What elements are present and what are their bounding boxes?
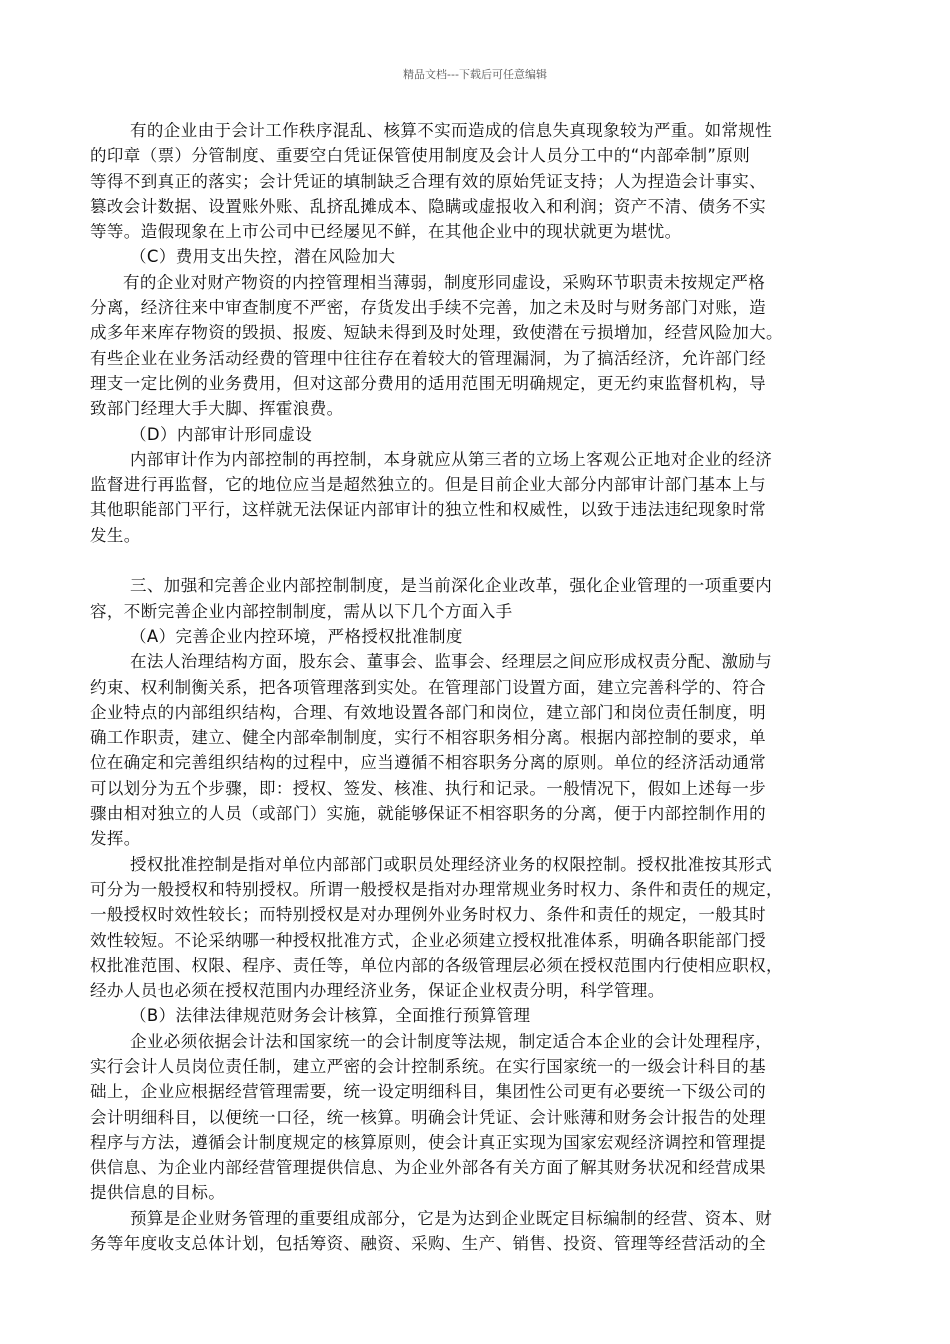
blank-line <box>90 548 862 573</box>
text-line: 等得不到真正的落实；会计凭证的填制缺乏合理有效的原始凭证支持；人为捏造会计事实、 <box>90 171 766 191</box>
text-line: 等等。造假现象在上市公司中已经屡见不鲜，在其他企业中的现状就更为堪忧。 <box>90 222 682 242</box>
text-line: 程序与方法，遵循会计制度规定的核算原则，使会计真正实现为国家宏观经济调控和管理提 <box>90 1132 766 1152</box>
text-line: 企业必须依据会计法和国家统一的会计制度等法规，制定适合本企业的会计处理程序， <box>130 1031 773 1051</box>
page-header: 精品文档---下载后可任意编辑 <box>403 68 547 81</box>
text-line: 预算是企业财务管理的重要组成部分，它是为达到企业既定目标编制的经营、资本、财 <box>130 1208 773 1228</box>
text-line: 实行会计人员岗位责任制，建立严密的会计控制系统。在实行国家统一的一级会计科目的基 <box>90 1056 766 1076</box>
text-line: 可分为一般授权和特别授权。所谓一般授权是指对办理常规业务时权力、条件和责任的规定， <box>90 879 783 899</box>
text-line: 致部门经理大手大脚、挥霍浪费。 <box>90 399 344 419</box>
text-line: 位在确定和完善组织结构的过程中，应当遵循不相容职务分离的原则。单位的经济活动通常 <box>90 753 766 773</box>
text-line: （B）法律法律规范财务会计核算，全面推行预算管理 <box>130 1006 531 1026</box>
text-line: 有的企业对财产物资的内控管理相当薄弱，制度形同虚设，采购环节职责未按规定严格 <box>123 272 766 292</box>
text-line: （C）费用支出失控，潜在风险加大 <box>130 247 396 267</box>
text-line: 确工作职责，建立、健全内部牵制制度，实行不相容职务相分离。根据内部控制的要求，单 <box>90 728 766 748</box>
text-line: 的印章（票）分管制度、重要空白凭证保管使用制度及会计人员分工中的“内部牵制”原则 <box>90 146 751 166</box>
text-line: 发生。 <box>90 525 141 545</box>
text-line: 监督进行再监督，它的地位应当是超然独立的。但是目前企业大部分内部审计部门基本上与 <box>90 475 766 495</box>
text-line: 可以划分为五个步骤，即：授权、签发、核准、执行和记录。一般情况下，假如上述每一步 <box>90 778 766 798</box>
text-line: 约束、权利制衡关系，把各项管理落到实处。在管理部门设置方面，建立完善科学的、符合 <box>90 677 766 697</box>
text-line: 务等年度收支总体计划，包括筹资、融资、采购、生产、销售、投资、管理等经营活动的全 <box>90 1234 766 1254</box>
text-line: 效性较短。不论采纳哪一种授权批准方式，企业必须建立授权批准体系，明确各职能部门授 <box>90 930 766 950</box>
text-line: 授权批准控制是指对单位内部部门或职员处理经济业务的权限控制。授权批准按其形式 <box>130 854 773 874</box>
text-line: 内部审计作为内部控制的再控制，本身就应从第三者的立场上客观公正地对企业的经济 <box>130 449 773 469</box>
text-line: （D）内部审计形同虚设 <box>130 424 313 444</box>
text-line: 有的企业由于会计工作秩序混乱、核算不实而造成的信息失真现象较为严重。如常规性 <box>130 121 773 140</box>
text-line: 础上，企业应根据经营管理需要，统一设定明细科目，集团性公司更有必要统一下级公司的 <box>90 1082 766 1102</box>
text-line: 权批准范围、权限、程序、责任等，单位内部的各级管理层必须在授权范围内行使相应职权， <box>90 955 783 975</box>
text-line: 在法人治理结构方面，股东会、董事会、监事会、经理层之间应形成权责分配、激励与 <box>130 652 773 672</box>
text-line: 提供信息的目标。 <box>90 1183 226 1203</box>
text-line: 会计明细科目，以便统一口径，统一核算。明确会计凭证、会计账薄和财务会计报告的处理 <box>90 1107 766 1127</box>
document-body <box>90 118 862 1256</box>
text-line: 其他职能部门平行，这样就无法保证内部审计的独立性和权威性，以致于违法违纪现象时常 <box>90 500 766 520</box>
text-line: 有些企业在业务活动经费的管理中往往存在着较大的管理漏洞，为了搞活经济，允许部门经 <box>90 348 766 368</box>
text-line: 企业特点的内部组织结构，合理、有效地设置各部门和岗位，建立部门和岗位责任制度，明 <box>90 702 766 722</box>
text-line: 篡改会计数据、设置账外账、乱挤乱摊成本、隐瞒或虚报收入和利润；资产不清、债务不实 <box>90 196 766 216</box>
text-line: 一般授权时效性较长；而特别授权是对办理例外业务时权力、条件和责任的规定，一般其时 <box>90 905 766 925</box>
text-line: 理支一定比例的业务费用，但对这部分费用的适用范围无明确规定，更无约束监督机构，导 <box>90 373 766 393</box>
text-line: 经办人员也必须在授权范围内办理经济业务，保证企业权责分明，科学管理。 <box>90 981 665 1001</box>
text-line: 三、加强和完善企业内部控制制度，是当前深化企业改革，强化企业管理的一项重要内 <box>130 576 773 596</box>
text-line: 分离，经济往来中审查制度不严密，存货发出手续不完善，加之未及时与财务部门对账，造 <box>90 298 766 318</box>
text-line: （A）完善企业内控环境，严格授权批准制度 <box>130 626 463 646</box>
text-line: 骤由相对独立的人员（或部门）实施，就能够保证不相容职务的分离，便于内部控制作用的 <box>90 804 766 824</box>
text-line: 容，不断完善企业内部控制制度，需从以下几个方面入手 <box>90 601 513 621</box>
text-line: 发挥。 <box>90 829 141 849</box>
text-line: 成多年来库存物资的毁损、报废、短缺未得到及时处理，致使潜在亏损增加，经营风险加大。 <box>90 323 783 343</box>
text-line: 供信息、为企业内部经营管理提供信息、为企业外部各有关方面了解其财务状况和经营成果 <box>90 1158 766 1178</box>
